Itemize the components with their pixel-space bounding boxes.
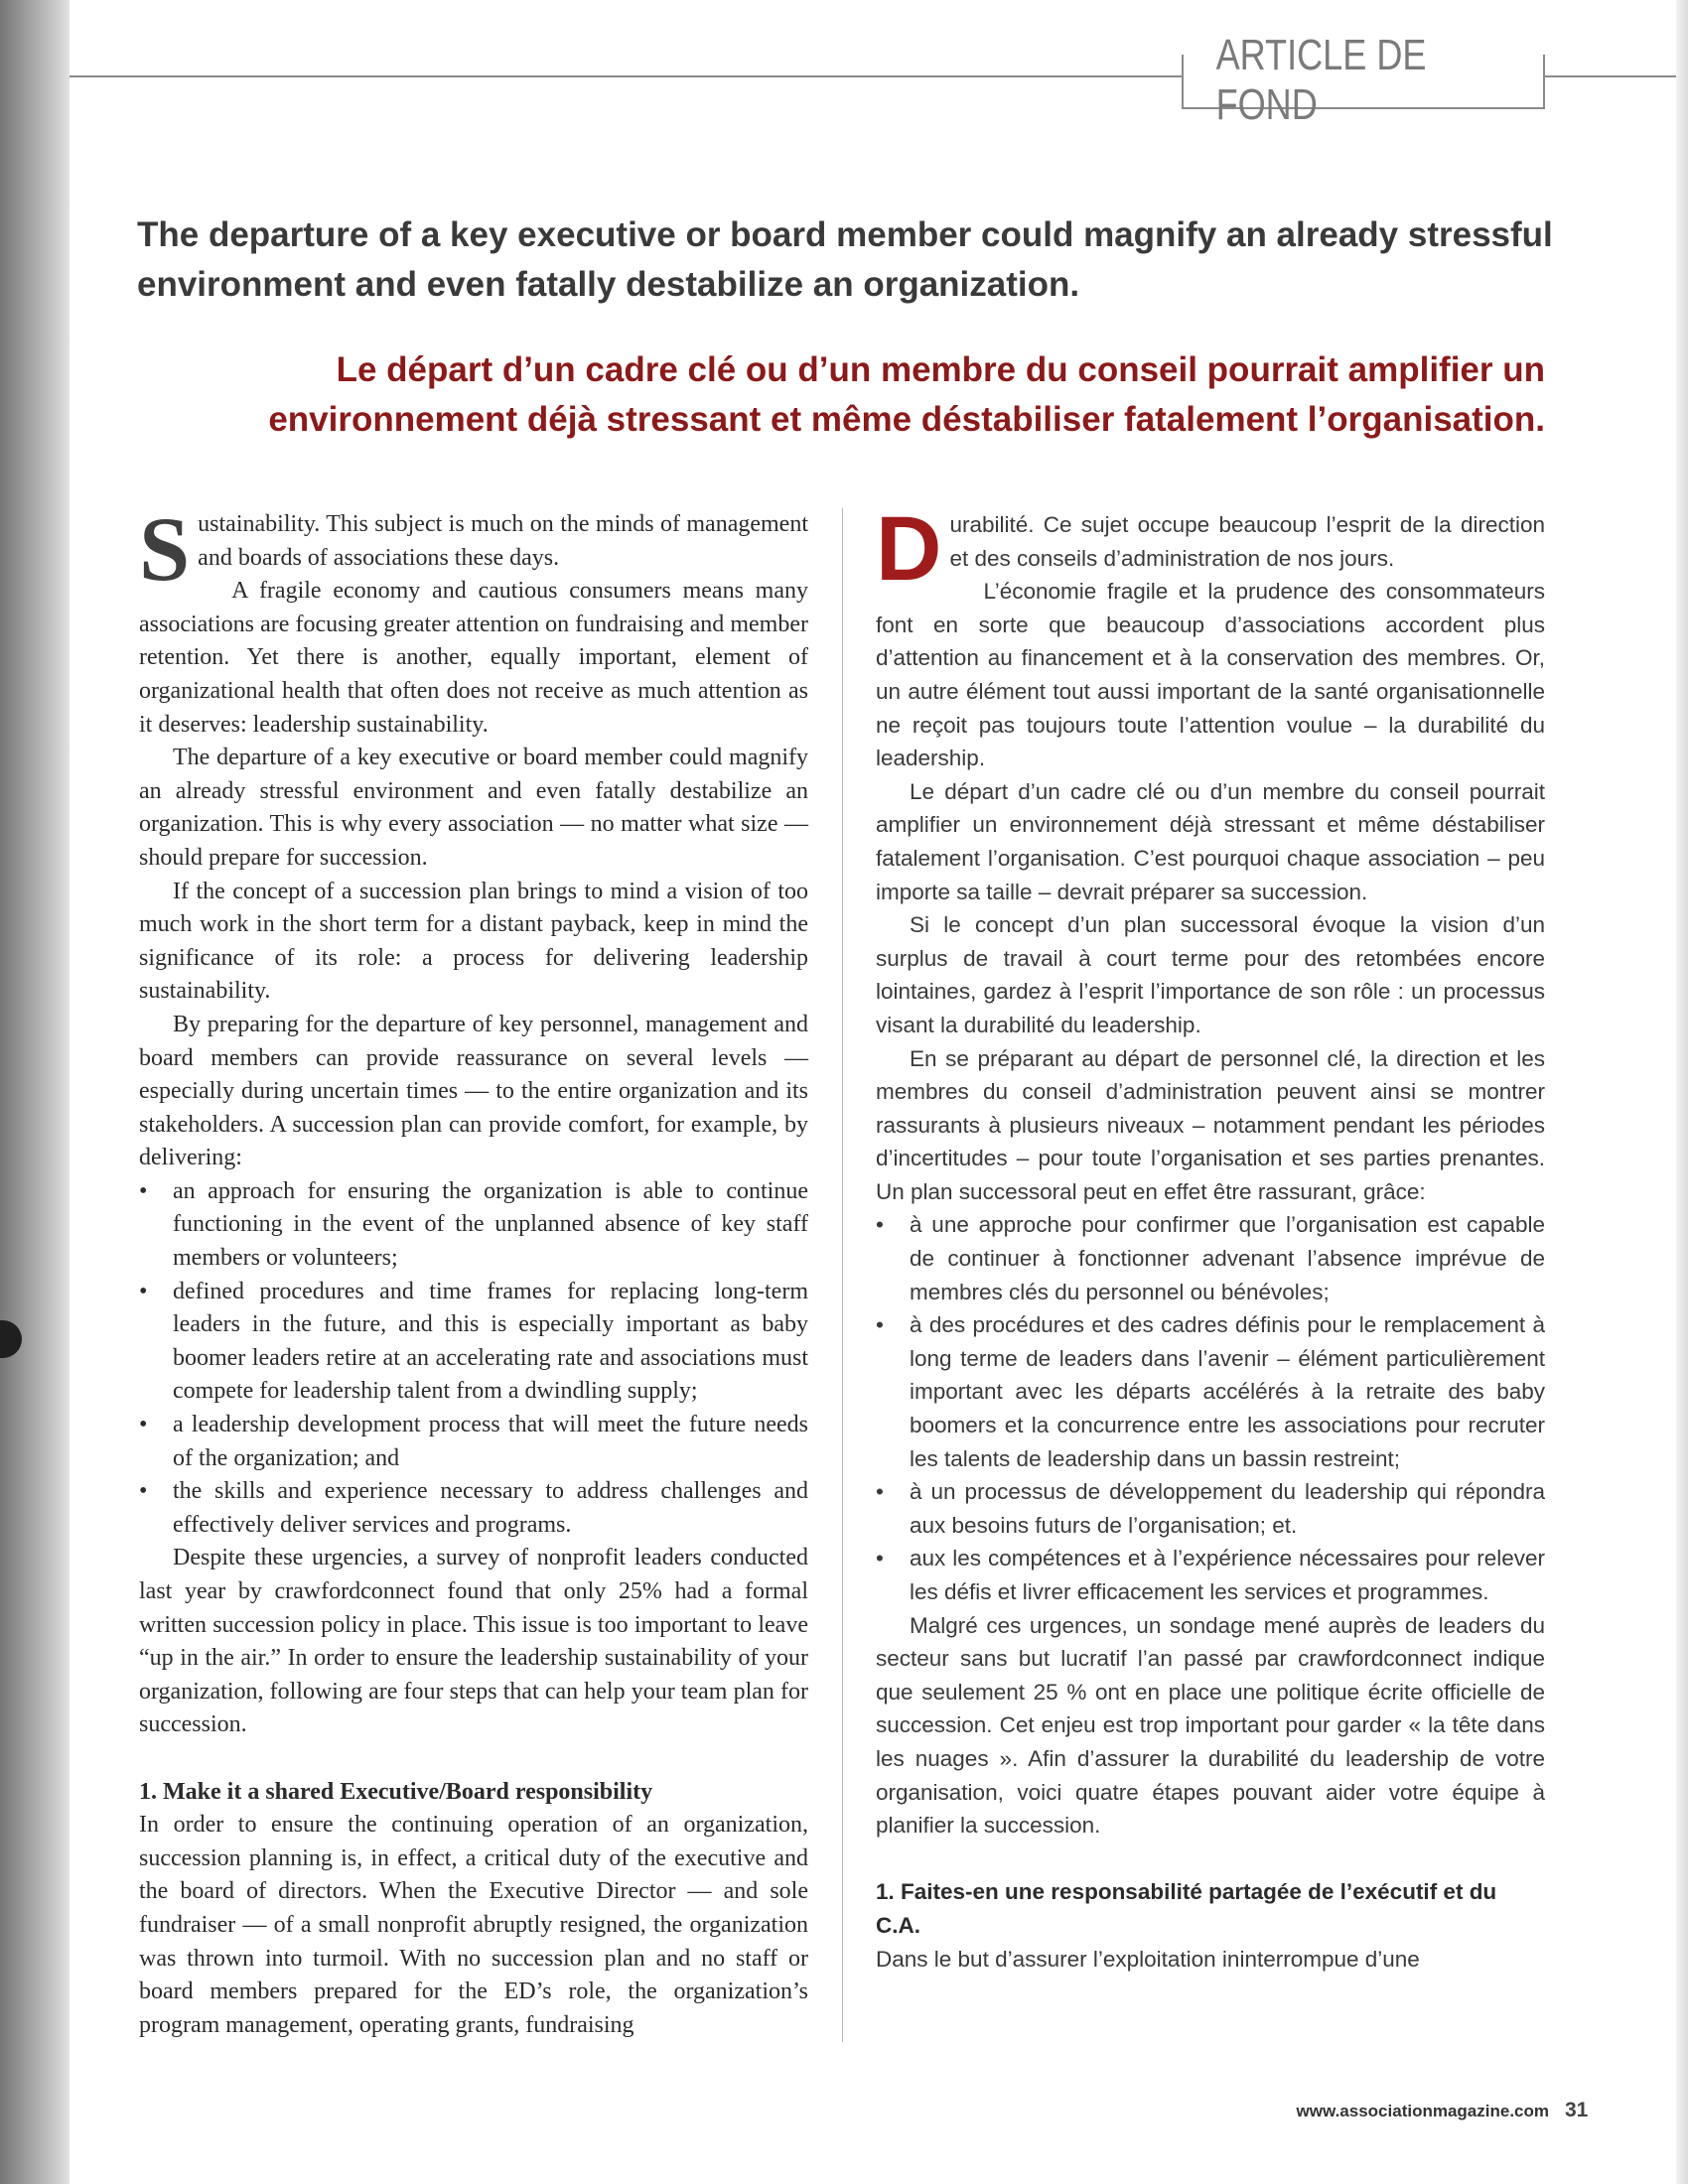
french-paragraph-1: Durabilité. Ce sujet occupe beaucoup l’esprit de la direction et des conseils d’administration de nos jours. <box>876 498 1545 600</box>
section-tab-label: ARTICLE DE FOND <box>1215 30 1427 129</box>
french-paragraph-6: Malgré ces urgences, un sondage mené auprès de leaders du secteur sans but lucratif l’an passé par crawfordconnect indique que seulement 25 % ont en place une politique écrite officielle de succession. Cet enjeu est trop important pour garder « la tête dans les nuages ». Afin d’assurer la durabilité du leadership de votre organisation, voici quatre étapes pouvant aider votre équipe à planifier la succession. <box>876 1612 1545 1839</box>
page-number: 31 <box>1565 2099 1589 2121</box>
header-rule-left <box>70 75 1182 77</box>
french-paragraph-3: Le départ d’un cadre clé ou d’un membre du conseil pourrait amplifier un environnement déjà stressant et même déstabiliser fatalement l’organisation. C’est pourquoi chaque association – peu importe sa taille – devrait préparer sa succession. <box>876 778 1545 904</box>
french-column <box>876 498 1545 1976</box>
french-paragraph-7: Dans le but d’assurer l’exploitation ininterrompue d’une <box>876 1946 1420 1972</box>
english-paragraph-7: In order to ensure the continuing operation of an organization, succession planning is, in effect, a critical duty of the executive and the board of directors. When the Executive Director — and sole fundraiser — of a small nonprofit abruptly resigned, the organization was thrown into turmoil. With no succession plan and no staff or board members prepared for the ED’s role, the organization’s program management, operating grants, fundraising <box>139 1812 808 2038</box>
french-subheading-1: 1. Faites-en une responsabilité partagée de l’exécutif et du C.A. <box>876 1879 1497 1938</box>
french-paragraph-4: Si le concept d’un plan successoral évoque la vision d’un surplus de travail à court terme pour des retombées encore lointaines, gardez à l’esprit l’importance de son rôle : un processus visant la durabilité du leadership. <box>876 912 1545 1037</box>
header-rule-right <box>1545 75 1676 77</box>
list-item: • à une approche pour confirmer que l’organisation est capable de continuer à fonctionner advenant l’absence imprévue de membres clés du personnel ou bénévoles; <box>876 1208 1545 1308</box>
list-item: • à un processus de développement du leadership qui répondra aux besoins futurs de l’organisation; et. <box>876 1475 1545 1542</box>
english-paragraph-3: The departure of a key executive or board member could magnify an already stressful environment and even fatally destabilize an organization. This is why every association — no matter what size — should prepare for succession. <box>139 745 808 871</box>
footer-website-url: www.associationmagazine.com <box>1296 2102 1549 2120</box>
list-item: • a leadership development process that will meet the future needs of the organization; and <box>139 1409 808 1475</box>
list-item: • an approach for ensuring the organization is able to continue functioning in the event of the unplanned absence of key staff members or volunteers; <box>139 1175 808 1276</box>
english-paragraph-4: If the concept of a succession plan brings to mind a vision of too much work in the short term for a distant payback, keep in mind the significance of its role: a process for delivering leadership sustainability. <box>139 878 808 1005</box>
french-paragraph-2: L’économie fragile et la prudence des consommateurs font en sorte que beaucoup d’associations accordent plus d’attention au financement et à la conservation des membres. Or, un autre élément tout aussi important de la santé organisationnelle ne reçoit pas toujours toute l’attention voulue – la durabilité du leadership. <box>876 579 1545 771</box>
list-item: • aux les compétences et à l’expérience nécessaires pour relever les défis et livrer efficacement les services et programmes. <box>876 1542 1545 1608</box>
english-paragraph-5: By preparing for the departure of key personnel, management and board members can provide reassurance on several levels — especially during uncertain times — to the entire organization and its stakeholders. A succession plan can provide comfort, for example, by delivering: <box>139 1011 808 1171</box>
english-subheading-1: 1. Make it a shared Executive/Board responsibility <box>139 1778 653 1805</box>
spacer <box>139 1742 808 1776</box>
column-divider <box>842 508 843 2042</box>
french-drop-cap: D <box>876 498 942 600</box>
english-column <box>139 498 808 2042</box>
spacer <box>876 1843 1545 1876</box>
page-right-edge <box>1676 0 1688 2184</box>
list-item: • the skills and experience necessary to address challenges and effectively deliver services and programs. <box>139 1475 808 1542</box>
section-tab <box>1182 30 1545 129</box>
french-paragraph-5: En se préparant au départ de personnel clé, la direction et les membres du conseil d’administration peuvent ainsi se montrer rassurants à plusieurs niveaux – notamment pendant les périodes d’incertitudes – pour toute l’organisation et ses parties prenantes. Un plan successoral peut en effet être rassurant, grâce: <box>876 1045 1545 1204</box>
page-binding-edge <box>0 0 70 2184</box>
english-paragraph-1: Sustainability. This subject is much on the minds of management and boards of associations these days. <box>139 498 808 600</box>
list-item: • à des procédures et des cadres définis pour le remplacement à long terme de leaders dans l’avenir – élément particulièrement important avec les départs accélérés à la retraite des baby boomers et la concurrence entre les associations pour recruter les talents de leadership dans un bassin restreint; <box>876 1308 1545 1475</box>
english-paragraph-2: A fragile economy and cautious consumers means many associations are focusing greater attention on fundraising and member retention. Yet there is another, equally important, element of organizational health that often does not receive as much attention as it deserves: leadership sustainability. <box>139 578 808 738</box>
english-bullet-list <box>139 1175 808 1543</box>
english-paragraph-6: Despite these urgencies, a survey of nonprofit leaders conducted last year by crawfordconnect found that only 25% had a formal written succession policy in place. This issue is too important to leave “up in the air.” In order to ensure the leadership sustainability of your organization, following are four steps that can help your team plan for succession. <box>139 1545 808 1738</box>
english-drop-cap: S <box>139 498 191 600</box>
headline-english: The departure of a key executive or board member could magnify an already stressful environment and even fatally destabilize an organization. <box>137 215 1553 304</box>
headline-french: Le départ d’un cadre clé ou d’un membre du conseil pourrait amplifier un environnement déjà stressant et même déstabiliser fatalement l’organisation. <box>268 350 1545 439</box>
french-bullet-list <box>876 1208 1545 1608</box>
list-item: • defined procedures and time frames for replacing long-term leaders in the future, and this is especially important as baby boomer leaders retire at an accelerating rate and associations must compete for leadership talent from a dwindling supply; <box>139 1276 808 1409</box>
